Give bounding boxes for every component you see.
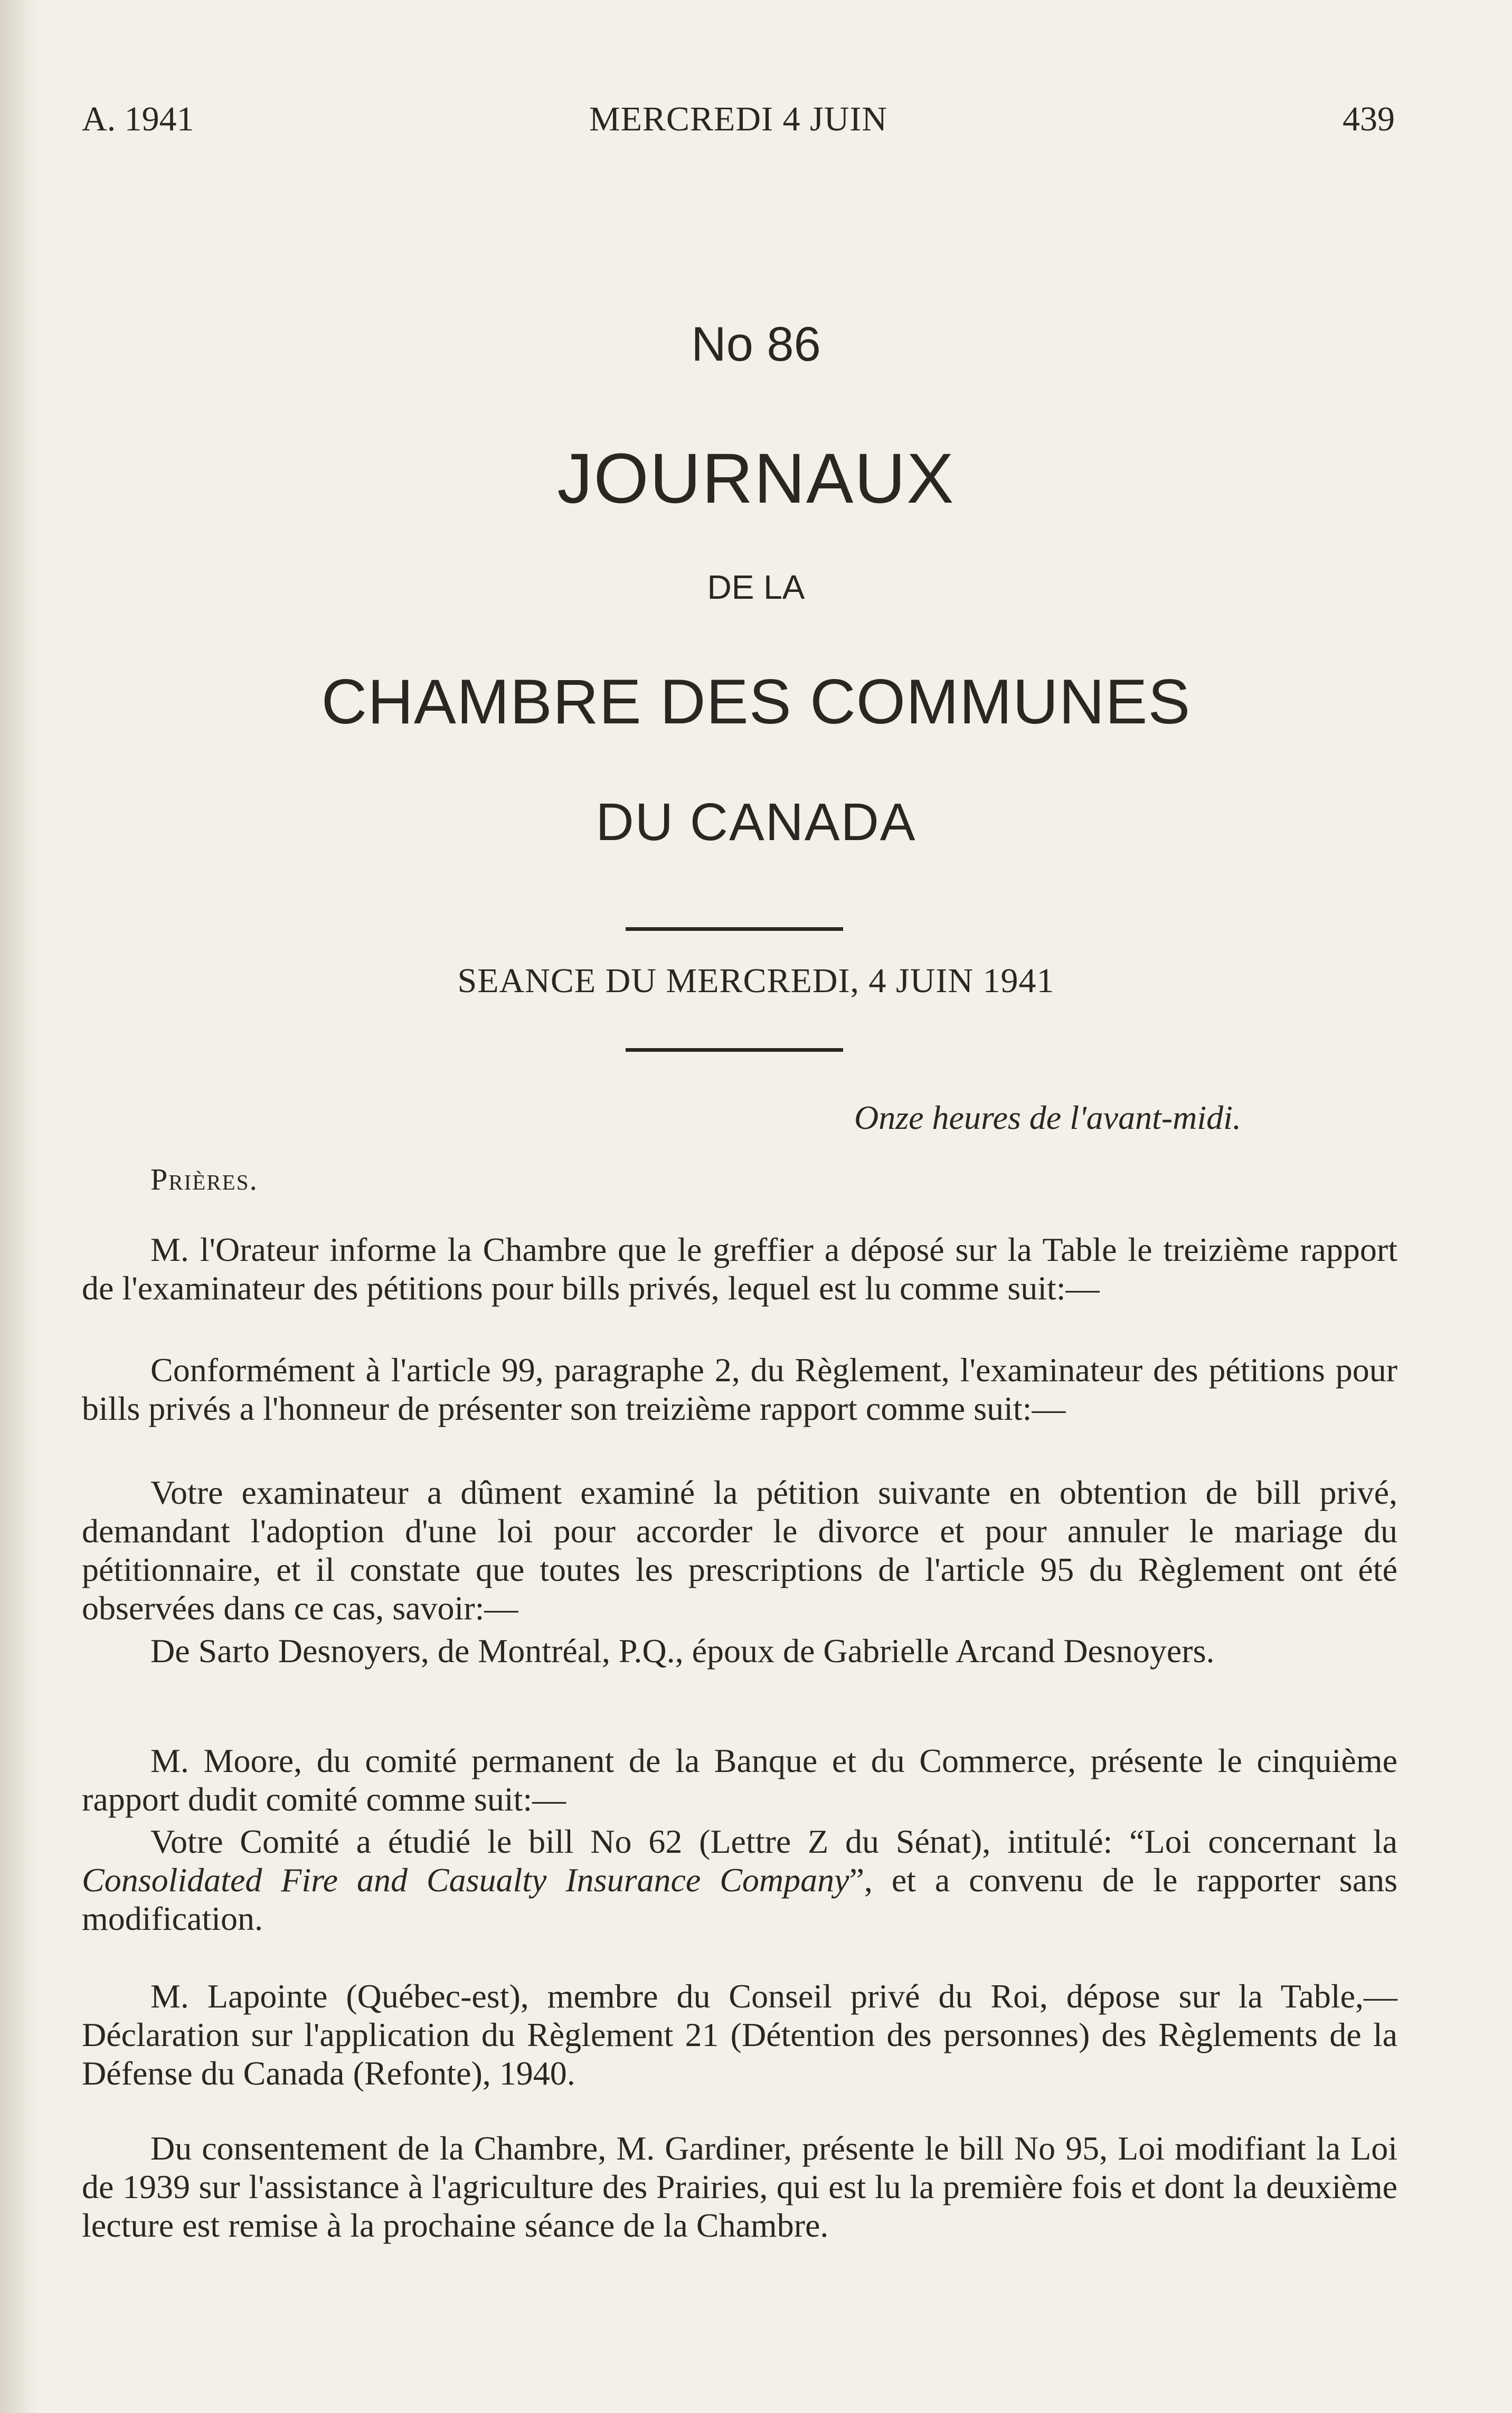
running-head-date: MERCREDI 4 JUIN xyxy=(589,100,887,138)
running-head xyxy=(82,99,1395,142)
paragraph-examinateur: Votre examinateur a dûment examiné la pétition suivante en obtention de bill privé, demandant l'adoption d'une loi pour accorder le divorce et pour annuler le mariage du pétitionnaire, et il constate que toutes les prescriptions de l'article 95 du Règlement ont été observées dans ce cas, savoir:— xyxy=(82,1474,1397,1627)
title-de-la: DE LA xyxy=(707,568,805,606)
seance-heading: SEANCE DU MERCREDI, 4 JUIN 1941 xyxy=(457,962,1055,1000)
paragraph-moore: M. Moore, du comité permanent de la Banque et du Commerce, présente le cinquième rapport dudit comité comme suit:— xyxy=(82,1742,1397,1818)
page-number: 439 xyxy=(1343,100,1395,138)
title-journaux: JOURNAUX xyxy=(557,439,955,518)
paragraph-gardiner: Du consentement de la Chambre, M. Gardiner, présente le bill No 95, Loi modifiant la Loi de 1939 sur l'assistance à l'agriculture des Prairies, qui est lu la première fois et dont la deuxième lecture est remise à la prochaine séance de la Chambre. xyxy=(82,2129,1397,2244)
paragraph-petitioner: De Sarto Desnoyers, de Montréal, P.Q., époux de Gabrielle Arcand Desnoyers. xyxy=(150,1632,1215,1670)
paragraph-orateur: M. l'Orateur informe la Chambre que le greffier a déposé sur la Table le treizième rapport de l'examinateur des pétitions pour bills privés, lequel est lu comme suit:— xyxy=(82,1231,1397,1307)
divider-bottom xyxy=(626,1048,843,1052)
issue-number: No 86 xyxy=(691,317,821,371)
paragraph-lapointe: M. Lapointe (Québec-est), membre du Conseil privé du Roi, dépose sur la Table,—Déclaration sur l'application du Règlement 21 (Détention des personnes) des Règlements de la Défense du Canada (Refonte), 1940. xyxy=(82,1977,1397,2092)
divider-top xyxy=(626,927,843,931)
title-chambre: CHAMBRE DES COMMUNES xyxy=(321,666,1191,737)
session-time: Onze heures de l'avant-midi. xyxy=(854,1099,1241,1136)
company-name: Consolidated Fire and Casualty Insurance Company xyxy=(82,1861,849,1899)
paragraph-conformement: Conformément à l'article 99, paragraphe 2, du Règlement, l'examinateur des pétitions pour bills privés a l'honneur de présenter son treizième rapport comme suit:— xyxy=(82,1351,1397,1427)
paragraph-comite-bill-62: Votre Comité a étudié le bill No 62 (Lettre Z du Sénat), intitulé: “Loi concernant la Consolidated Fire and Casualty Insurance Company”, et a convenu de le rapporter sans modification. xyxy=(82,1823,1397,1937)
prieres-heading: Prières. xyxy=(150,1162,258,1196)
title-canada: DU CANADA xyxy=(596,793,916,852)
running-head-year: A. 1941 xyxy=(82,100,194,138)
